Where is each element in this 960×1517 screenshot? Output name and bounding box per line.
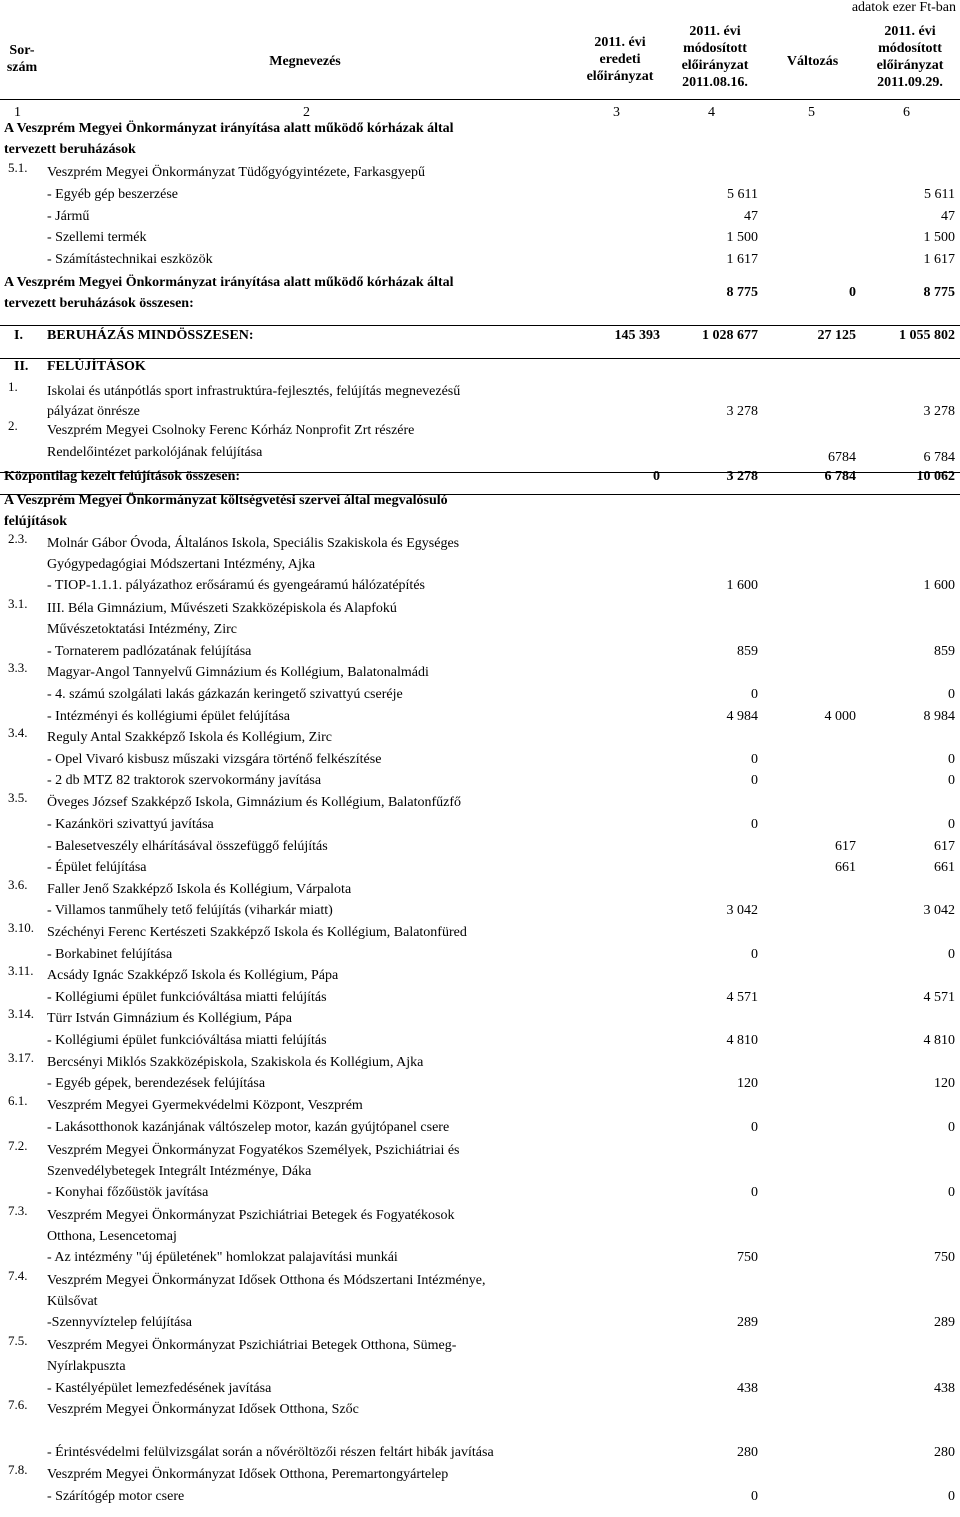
line-item-label: - Számítástechnikai eszközök bbox=[47, 252, 213, 267]
header-col4-line3: előirányzat bbox=[681, 58, 749, 73]
line-item-label: - Érintésvédelmi felülvizsgálat során a nővéröltözői részen feltárt hibák javítása bbox=[47, 1445, 494, 1460]
institution-label: Veszprém Megyei Önkormányzat Pszichiátriai Betegek és Fogyatékosok bbox=[47, 1208, 455, 1223]
col-number-6: 6 bbox=[903, 105, 910, 120]
header-sorszam bbox=[0, 42, 44, 76]
line-item-label: - Kazánköri szivattyú javítása bbox=[47, 817, 214, 832]
header-col6-line2: módosított bbox=[878, 41, 942, 56]
value-c6: 3 042 bbox=[923, 903, 955, 918]
header-col6-line4: 2011.09.29. bbox=[877, 75, 943, 90]
value-c6: 661 bbox=[934, 860, 955, 875]
header-sorszam-line2: szám bbox=[6, 60, 38, 75]
value-c4: 4 571 bbox=[726, 990, 758, 1005]
header-col3-line2: eredeti bbox=[599, 52, 641, 67]
line-item-label: - Balesetveszély elhárításával összefüggő felújítás bbox=[47, 839, 328, 854]
line-item-label: - Lakásotthonok kazánjának váltószelep motor, kazán gyújtópanel csere bbox=[47, 1120, 450, 1135]
row-number: 3.11. bbox=[8, 963, 34, 978]
value-c3: 145 393 bbox=[614, 328, 660, 343]
line-item-label: pályázat önrésze bbox=[47, 404, 140, 419]
value-c4: 120 bbox=[737, 1076, 758, 1091]
header-col3-line3: előirányzat bbox=[586, 69, 654, 84]
value-c4: 1 600 bbox=[726, 578, 758, 593]
value-c6: 0 bbox=[948, 947, 955, 962]
institution-label: Türr István Gimnázium és Kollégium, Pápa bbox=[47, 1011, 292, 1026]
line-item-label: Szenvedélybetegek Integrált Intézménye, Dáka bbox=[47, 1164, 312, 1179]
line-item-label: - Kastélyépület lemezfedésének javítása bbox=[47, 1381, 272, 1396]
header-divider bbox=[0, 99, 960, 100]
col-number-5: 5 bbox=[808, 105, 815, 120]
row-number: 2.3. bbox=[8, 531, 28, 546]
value-c5: 4 000 bbox=[824, 709, 856, 724]
header-col6-line1: 2011. évi bbox=[884, 24, 936, 39]
value-c6: 438 bbox=[934, 1381, 955, 1396]
line-item-label: - 4. számú szolgálati lakás gázkazán keringető szivattyú cseréje bbox=[47, 687, 403, 702]
value-c4: 4 984 bbox=[726, 709, 758, 724]
row-number: II. bbox=[14, 359, 29, 374]
col-number-2: 2 bbox=[303, 105, 310, 120]
value-c6: 4 810 bbox=[923, 1033, 955, 1048]
line-item-label: Nyírlakpuszta bbox=[47, 1359, 126, 1374]
institution-label: Veszprém Megyei Önkormányzat Pszichiátriai Betegek Otthona, Sümeg- bbox=[47, 1338, 457, 1353]
value-c5: 0 bbox=[849, 285, 856, 300]
line-item-label: Külsővat bbox=[47, 1294, 98, 1309]
value-c6: 1 055 802 bbox=[899, 328, 955, 343]
institution-label: Faller Jenő Szakképző Iskola és Kollégium, Várpalota bbox=[47, 882, 352, 897]
section-label: tervezett beruházások összesen: bbox=[4, 296, 194, 311]
row-number: 3.1. bbox=[8, 596, 28, 611]
value-c6: 10 062 bbox=[916, 469, 955, 484]
institution-label: Molnár Gábor Óvoda, Általános Iskola, Speciális Szakiskola és Egységes bbox=[47, 536, 460, 551]
line-item-label: - Szárítógép motor csere bbox=[47, 1489, 185, 1504]
institution-label: Acsády Ignác Szakképző Iskola és Kollégium, Pápa bbox=[47, 968, 339, 983]
line-item-label: - Tornaterem padlózatának felújítása bbox=[47, 644, 252, 659]
value-c6: 0 bbox=[948, 773, 955, 788]
header-col5: Változás bbox=[786, 54, 839, 69]
line-item-label: Rendelőintézet parkolójának felújítása bbox=[47, 445, 263, 460]
section-label: A Veszprém Megyei Önkormányzat irányítása alatt működő kórházak által bbox=[4, 121, 454, 136]
header-sorszam-line1: Sor- bbox=[9, 43, 35, 58]
line-item-label: - Egyéb gépek, berendezések felújítása bbox=[47, 1076, 266, 1091]
value-c6: 0 bbox=[948, 1120, 955, 1135]
value-c5: 617 bbox=[835, 839, 856, 854]
value-c6: 289 bbox=[934, 1315, 955, 1330]
section-label: A Veszprém Megyei Önkormányzat irányítása alatt működő kórházak által bbox=[4, 275, 454, 290]
row-number: 5.1. bbox=[8, 160, 28, 175]
section-label: A Veszprém Megyei Önkormányzat költségvetési szervei által megvalósuló bbox=[4, 493, 448, 508]
line-item-label: - Intézményi és kollégiumi épület felújítása bbox=[47, 709, 290, 724]
row-number: 1. bbox=[8, 379, 18, 394]
section-label: tervezett beruházások bbox=[4, 142, 136, 157]
col-number-4: 4 bbox=[708, 105, 715, 120]
value-c6: 6 784 bbox=[923, 450, 955, 465]
value-c6: 120 bbox=[934, 1076, 955, 1091]
line-item-label: - Konyhai főzőüstök javítása bbox=[47, 1185, 209, 1200]
value-c4: 5 611 bbox=[727, 187, 758, 202]
section-label: felújítások bbox=[4, 514, 67, 529]
institution-label: Veszprém Megyei Önkormányzat Idősek Otthona és Módszertani Intézménye, bbox=[47, 1273, 486, 1288]
value-c6: 8 984 bbox=[923, 709, 955, 724]
line-item-label: - Jármű bbox=[47, 209, 90, 224]
value-c6: 1 600 bbox=[923, 578, 955, 593]
row-number: 3.10. bbox=[8, 920, 34, 935]
value-c4: 1 617 bbox=[726, 252, 758, 267]
value-c4: 1 028 677 bbox=[702, 328, 758, 343]
divider-after-beruhazas-osszesen bbox=[0, 325, 960, 326]
institution-label: Veszprém Megyei Gyermekvédelmi Központ, Veszprém bbox=[47, 1098, 363, 1113]
row-number: 3.4. bbox=[8, 725, 28, 740]
row-number: 7.4. bbox=[8, 1268, 28, 1283]
header-col6-line3: előirányzat bbox=[876, 58, 944, 73]
value-c6: 1 617 bbox=[923, 252, 955, 267]
col-number-3: 3 bbox=[613, 105, 620, 120]
value-c4: 47 bbox=[744, 209, 758, 224]
value-c5: 661 bbox=[835, 860, 856, 875]
row-number: 3.6. bbox=[8, 877, 28, 892]
institution-label: Széchényi Ferenc Kertészeti Szakképző Iskola és Kollégium, Balatonfüred bbox=[47, 925, 467, 940]
institution-label: Veszprém Megyei Önkormányzat Idősek Otthona, Peremartongyártelep bbox=[47, 1467, 449, 1482]
line-item-label: - 2 db MTZ 82 traktorok szervokormány javítása bbox=[47, 773, 322, 788]
line-item-label: - Az intézmény "új épületének" homlokzat palajavítási munkái bbox=[47, 1250, 398, 1265]
value-c6: 0 bbox=[948, 687, 955, 702]
col-number-1: 1 bbox=[14, 105, 21, 120]
value-c4: 289 bbox=[737, 1315, 758, 1330]
value-c4: 1 500 bbox=[726, 230, 758, 245]
value-c6: 0 bbox=[948, 752, 955, 767]
row-number: 3.17. bbox=[8, 1050, 34, 1065]
header-col6 bbox=[860, 23, 960, 91]
section-label: BERUHÁZÁS MINDÖSSZESEN: bbox=[47, 328, 254, 343]
line-item-label: Otthona, Lesencetomaj bbox=[47, 1229, 177, 1244]
row-number: I. bbox=[14, 328, 23, 343]
value-c4: 3 278 bbox=[726, 469, 758, 484]
value-c4: 0 bbox=[751, 773, 758, 788]
line-item-label: -Szennyvíztelep felújítása bbox=[47, 1315, 192, 1330]
value-c6: 3 278 bbox=[923, 404, 955, 419]
value-c6: 5 611 bbox=[924, 187, 955, 202]
line-item-label: - Szellemi termék bbox=[47, 230, 147, 245]
row-number: 7.3. bbox=[8, 1203, 28, 1218]
value-c4: 0 bbox=[751, 752, 758, 767]
institution-label: Veszprém Megyei Önkormányzat Idősek Otthona, Szőc bbox=[47, 1402, 359, 1417]
row-number: 6.1. bbox=[8, 1093, 28, 1108]
row-number: 3.3. bbox=[8, 660, 28, 675]
institution-label: Magyar-Angol Tannyelvű Gimnázium és Kollégium, Balatonalmádi bbox=[47, 665, 429, 680]
value-c4: 0 bbox=[751, 1120, 758, 1135]
row-number: 3.5. bbox=[8, 790, 28, 805]
header-col4-line2: módosított bbox=[683, 41, 747, 56]
value-c4: 0 bbox=[751, 1489, 758, 1504]
institution-label: Iskolai és utánpótlás sport infrastruktúra-fejlesztés, felújítás megnevezésű bbox=[47, 384, 461, 399]
value-c5: 6784 bbox=[828, 450, 856, 465]
section-label: Központilag kezelt felújítások összesen: bbox=[4, 469, 241, 484]
unit-note: adatok ezer Ft-ban bbox=[851, 0, 956, 15]
value-c4: 3 042 bbox=[726, 903, 758, 918]
value-c4: 280 bbox=[737, 1445, 758, 1460]
value-c6: 1 500 bbox=[923, 230, 955, 245]
value-c6: 859 bbox=[934, 644, 955, 659]
institution-label: Bercsényi Miklós Szakközépiskola, Szakiskola és Kollégium, Ajka bbox=[47, 1055, 424, 1070]
header-col3 bbox=[570, 34, 670, 85]
value-c5: 6 784 bbox=[824, 469, 856, 484]
value-c6: 0 bbox=[948, 1489, 955, 1504]
value-c4: 8 775 bbox=[726, 285, 758, 300]
value-c6: 750 bbox=[934, 1250, 955, 1265]
value-c6: 47 bbox=[941, 209, 955, 224]
line-item-label: - Opel Vivaró kisbusz műszaki vizsgára történő felkészítése bbox=[47, 752, 382, 767]
header-col4-line4: 2011.08.16. bbox=[682, 75, 748, 90]
header-col4 bbox=[665, 23, 765, 91]
header-col3-line1: 2011. évi bbox=[594, 35, 646, 50]
line-item-label: - Borkabinet felújítása bbox=[47, 947, 173, 962]
header-megnevezes: Megnevezés bbox=[269, 54, 341, 69]
value-c4: 3 278 bbox=[726, 404, 758, 419]
line-item-label: - Egyéb gép beszerzése bbox=[47, 187, 178, 202]
row-number: 2. bbox=[8, 418, 18, 433]
line-item-label: Művészetoktatási Intézmény, Zirc bbox=[47, 622, 237, 637]
value-c4: 0 bbox=[751, 817, 758, 832]
value-c6: 0 bbox=[948, 1185, 955, 1200]
value-c6: 280 bbox=[934, 1445, 955, 1460]
value-c6: 0 bbox=[948, 817, 955, 832]
value-c5: 27 125 bbox=[817, 328, 856, 343]
row-number: 7.6. bbox=[8, 1397, 28, 1412]
institution-label: Veszprém Megyei Önkormányzat Fogyatékos Személyek, Pszichiátriai és bbox=[47, 1143, 460, 1158]
value-c6: 617 bbox=[934, 839, 955, 854]
line-item-label: - Villamos tanműhely tető felújítás (viharkár miatt) bbox=[47, 903, 333, 918]
value-c4: 4 810 bbox=[726, 1033, 758, 1048]
value-c6: 8 775 bbox=[923, 285, 955, 300]
value-c4: 438 bbox=[737, 1381, 758, 1396]
value-c4: 859 bbox=[737, 644, 758, 659]
institution-label: Veszprém Megyei Csolnoky Ferenc Kórház Nonprofit Zrt részére bbox=[47, 423, 415, 438]
section-label: FELÚJÍTÁSOK bbox=[47, 359, 146, 374]
line-item-label: - TIOP-1.1.1. pályázathoz erősáramú és gyengeáramú hálózatépítés bbox=[47, 578, 425, 593]
institution-label: Reguly Antal Szakképző Iskola és Kollégium, Zirc bbox=[47, 730, 332, 745]
row-number: 7.8. bbox=[8, 1462, 28, 1477]
line-item-label: - Kollégiumi épület funkcióváltása miatti felújítás bbox=[47, 990, 327, 1005]
value-c4: 750 bbox=[737, 1250, 758, 1265]
row-number: 7.5. bbox=[8, 1333, 28, 1348]
value-c4: 0 bbox=[751, 1185, 758, 1200]
value-c6: 4 571 bbox=[923, 990, 955, 1005]
line-item-label: - Kollégiumi épület funkcióváltása miatti felújítás bbox=[47, 1033, 327, 1048]
line-item-label: - Épület felújítása bbox=[47, 860, 147, 875]
value-c3: 0 bbox=[653, 469, 660, 484]
header-col4-line1: 2011. évi bbox=[689, 24, 741, 39]
row-number: 3.14. bbox=[8, 1006, 34, 1021]
line-item-label: Gyógypedagógiai Módszertani Intézmény, Ajka bbox=[47, 557, 316, 572]
row-number: 7.2. bbox=[8, 1138, 28, 1153]
institution-label: Öveges József Szakképző Iskola, Gimnázium és Kollégium, Balatonfűzfő bbox=[47, 795, 462, 810]
institution-label: III. Béla Gimnázium, Művészeti Szakközépiskola és Alapfokú bbox=[47, 601, 397, 616]
value-c4: 0 bbox=[751, 687, 758, 702]
institution-label: Veszprém Megyei Önkormányzat Tüdőgyógyintézete, Farkasgyepű bbox=[47, 165, 426, 180]
value-c4: 0 bbox=[751, 947, 758, 962]
